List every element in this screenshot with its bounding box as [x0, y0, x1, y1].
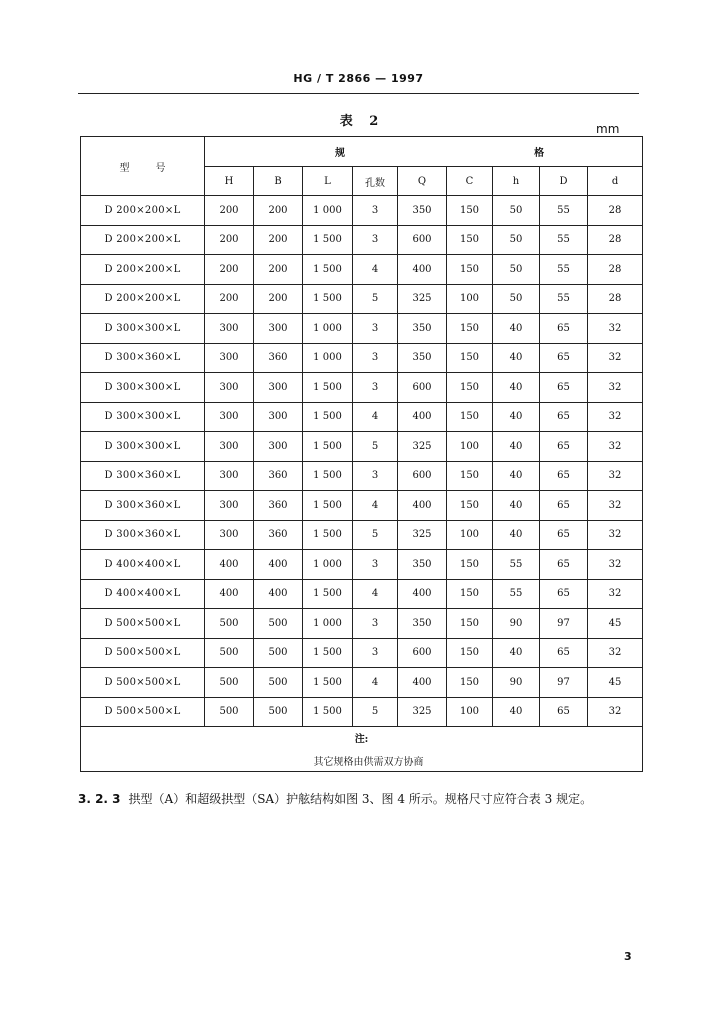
value-cell: 300 [254, 402, 303, 432]
value-cell: 400 [205, 579, 254, 609]
value-cell: 65 [540, 314, 588, 344]
value-cell: 65 [540, 638, 588, 668]
value-cell: 150 [447, 668, 493, 698]
value-cell: 28 [588, 255, 643, 285]
value-cell: 3 [353, 343, 398, 373]
value-cell: 4 [353, 255, 398, 285]
model-cell: D 500×500×L [81, 609, 205, 639]
table-row [81, 579, 643, 609]
value-cell: 500 [254, 697, 303, 727]
value-cell: 1 000 [303, 609, 353, 639]
value-cell: 400 [398, 579, 447, 609]
table-row [81, 491, 643, 521]
value-cell: 300 [205, 373, 254, 403]
table-row [81, 373, 643, 403]
value-cell: 200 [205, 284, 254, 314]
value-cell: 32 [588, 550, 643, 580]
value-cell: 50 [493, 284, 540, 314]
value-cell: 32 [588, 697, 643, 727]
model-cell: D 400×400×L [81, 579, 205, 609]
value-cell: 500 [254, 638, 303, 668]
model-cell: D 300×300×L [81, 314, 205, 344]
value-cell: 50 [493, 225, 540, 255]
value-cell: 3 [353, 609, 398, 639]
value-cell: 65 [540, 432, 588, 462]
value-cell: 1 500 [303, 373, 353, 403]
value-cell: 90 [493, 668, 540, 698]
column-header: h [493, 167, 540, 196]
column-header: d [588, 167, 643, 196]
value-cell: 360 [254, 343, 303, 373]
value-cell: 4 [353, 668, 398, 698]
value-cell: 97 [540, 609, 588, 639]
value-cell: 3 [353, 196, 398, 226]
value-cell: 65 [540, 402, 588, 432]
model-cell: D 200×200×L [81, 255, 205, 285]
value-cell: 65 [540, 579, 588, 609]
value-cell: 300 [205, 520, 254, 550]
column-header: B [254, 167, 303, 196]
value-cell: 55 [540, 284, 588, 314]
value-cell: 1 000 [303, 196, 353, 226]
value-cell: 55 [493, 550, 540, 580]
value-cell: 32 [588, 314, 643, 344]
table-row [81, 461, 643, 491]
value-cell: 1 500 [303, 432, 353, 462]
value-cell: 325 [398, 432, 447, 462]
value-cell: 300 [254, 373, 303, 403]
value-cell: 1 500 [303, 520, 353, 550]
spec-group-header-left: 规 [335, 148, 345, 159]
value-cell: 28 [588, 225, 643, 255]
column-header: Q [398, 167, 447, 196]
value-cell: 400 [398, 668, 447, 698]
model-cell: D 200×200×L [81, 284, 205, 314]
value-cell: 40 [493, 520, 540, 550]
clause-3-2-3 [78, 790, 658, 807]
value-cell: 200 [205, 255, 254, 285]
value-cell: 150 [447, 491, 493, 521]
value-cell: 65 [540, 343, 588, 373]
value-cell: 500 [205, 609, 254, 639]
value-cell: 150 [447, 638, 493, 668]
value-cell: 32 [588, 373, 643, 403]
value-cell: 200 [254, 255, 303, 285]
spec-group-header-right: 格 [534, 148, 545, 159]
value-cell: 40 [493, 697, 540, 727]
column-header: 孔数 [353, 167, 398, 196]
value-cell: 100 [447, 520, 493, 550]
value-cell: 65 [540, 373, 588, 403]
value-cell: 45 [588, 668, 643, 698]
model-cell: D 400×400×L [81, 550, 205, 580]
value-cell: 1 500 [303, 668, 353, 698]
table-row [81, 638, 643, 668]
value-cell: 200 [254, 284, 303, 314]
table-row [81, 609, 643, 639]
value-cell: 5 [353, 432, 398, 462]
table-row [81, 343, 643, 373]
model-cell: D 500×500×L [81, 638, 205, 668]
clause-number: 3. 2. 3 [78, 792, 121, 806]
value-cell: 40 [493, 343, 540, 373]
value-cell: 500 [254, 668, 303, 698]
value-cell: 45 [588, 609, 643, 639]
value-cell: 350 [398, 550, 447, 580]
value-cell: 32 [588, 638, 643, 668]
value-cell: 150 [447, 550, 493, 580]
value-cell: 100 [447, 284, 493, 314]
value-cell: 300 [205, 314, 254, 344]
value-cell: 325 [398, 284, 447, 314]
value-cell: 150 [447, 255, 493, 285]
value-cell: 28 [588, 284, 643, 314]
column-header: H [205, 167, 254, 196]
spec-group-header [205, 137, 643, 167]
note-text: 其它规格由供需双方协商 [313, 757, 424, 768]
value-cell: 32 [588, 343, 643, 373]
note-label: 注: [354, 734, 369, 745]
model-cell: D 300×300×L [81, 373, 205, 403]
value-cell: 100 [447, 432, 493, 462]
value-cell: 500 [205, 668, 254, 698]
value-cell: 97 [540, 668, 588, 698]
value-cell: 300 [205, 343, 254, 373]
table-row [81, 520, 643, 550]
value-cell: 65 [540, 697, 588, 727]
value-cell: 1 500 [303, 402, 353, 432]
value-cell: 325 [398, 697, 447, 727]
header-rule [78, 93, 639, 94]
model-cell: D 200×200×L [81, 196, 205, 226]
table-row [81, 255, 643, 285]
value-cell: 300 [205, 491, 254, 521]
value-cell: 65 [540, 550, 588, 580]
value-cell: 360 [254, 461, 303, 491]
value-cell: 400 [398, 402, 447, 432]
value-cell: 150 [447, 373, 493, 403]
model-cell: D 300×360×L [81, 491, 205, 521]
value-cell: 4 [353, 402, 398, 432]
column-header: C [447, 167, 493, 196]
value-cell: 300 [254, 432, 303, 462]
table-row [81, 196, 643, 226]
value-cell: 5 [353, 520, 398, 550]
table-row [81, 550, 643, 580]
value-cell: 1 500 [303, 697, 353, 727]
value-cell: 28 [588, 196, 643, 226]
value-cell: 90 [493, 609, 540, 639]
value-cell: 200 [254, 225, 303, 255]
value-cell: 150 [447, 579, 493, 609]
value-cell: 1 500 [303, 255, 353, 285]
value-cell: 32 [588, 461, 643, 491]
value-cell: 5 [353, 284, 398, 314]
table-row [81, 284, 643, 314]
value-cell: 55 [493, 579, 540, 609]
model-cell: D 300×360×L [81, 461, 205, 491]
note-row [81, 727, 643, 772]
value-cell: 325 [398, 520, 447, 550]
value-cell: 350 [398, 609, 447, 639]
page-number: 3 [624, 950, 632, 963]
value-cell: 150 [447, 343, 493, 373]
value-cell: 55 [540, 225, 588, 255]
value-cell: 4 [353, 579, 398, 609]
value-cell: 600 [398, 225, 447, 255]
document-header: HG / T 2866 — 1997 [293, 72, 424, 85]
model-cell: D 500×500×L [81, 697, 205, 727]
value-cell: 200 [205, 196, 254, 226]
value-cell: 1 500 [303, 284, 353, 314]
value-cell: 3 [353, 638, 398, 668]
value-cell: 200 [205, 225, 254, 255]
table-row [81, 402, 643, 432]
value-cell: 400 [398, 491, 447, 521]
value-cell: 1 500 [303, 225, 353, 255]
value-cell: 600 [398, 373, 447, 403]
value-cell: 500 [254, 609, 303, 639]
table-row [81, 697, 643, 727]
value-cell: 350 [398, 314, 447, 344]
table-row [81, 668, 643, 698]
note-cell [81, 727, 643, 772]
value-cell: 40 [493, 432, 540, 462]
value-cell: 3 [353, 461, 398, 491]
value-cell: 300 [205, 402, 254, 432]
value-cell: 200 [254, 196, 303, 226]
model-cell: D 500×500×L [81, 668, 205, 698]
value-cell: 65 [540, 461, 588, 491]
value-cell: 300 [254, 314, 303, 344]
spec-table [80, 136, 643, 772]
table-title: 表 2 [339, 114, 385, 129]
value-cell: 40 [493, 402, 540, 432]
value-cell: 40 [493, 491, 540, 521]
value-cell: 150 [447, 225, 493, 255]
value-cell: 360 [254, 520, 303, 550]
value-cell: 400 [205, 550, 254, 580]
value-cell: 500 [205, 638, 254, 668]
value-cell: 32 [588, 402, 643, 432]
value-cell: 150 [447, 314, 493, 344]
value-cell: 1 500 [303, 491, 353, 521]
unit-label: mm [596, 122, 620, 136]
value-cell: 600 [398, 638, 447, 668]
value-cell: 400 [254, 579, 303, 609]
value-cell: 4 [353, 491, 398, 521]
value-cell: 300 [205, 461, 254, 491]
model-cell: D 300×360×L [81, 520, 205, 550]
value-cell: 400 [254, 550, 303, 580]
value-cell: 350 [398, 343, 447, 373]
value-cell: 1 000 [303, 343, 353, 373]
value-cell: 1 500 [303, 638, 353, 668]
value-cell: 150 [447, 609, 493, 639]
value-cell: 350 [398, 196, 447, 226]
value-cell: 5 [353, 697, 398, 727]
table-row [81, 225, 643, 255]
value-cell: 3 [353, 373, 398, 403]
value-cell: 3 [353, 314, 398, 344]
value-cell: 40 [493, 314, 540, 344]
value-cell: 50 [493, 255, 540, 285]
value-cell: 400 [398, 255, 447, 285]
value-cell: 500 [205, 697, 254, 727]
value-cell: 150 [447, 196, 493, 226]
value-cell: 65 [540, 491, 588, 521]
model-cell: D 300×300×L [81, 402, 205, 432]
value-cell: 65 [540, 520, 588, 550]
model-cell: D 300×300×L [81, 432, 205, 462]
value-cell: 50 [493, 196, 540, 226]
column-header: L [303, 167, 353, 196]
model-cell: D 300×360×L [81, 343, 205, 373]
model-header: 型号 [81, 137, 205, 196]
value-cell: 100 [447, 697, 493, 727]
value-cell: 40 [493, 373, 540, 403]
value-cell: 40 [493, 461, 540, 491]
value-cell: 1 500 [303, 579, 353, 609]
value-cell: 40 [493, 638, 540, 668]
value-cell: 3 [353, 225, 398, 255]
table-row [81, 432, 643, 462]
value-cell: 300 [205, 432, 254, 462]
value-cell: 1 000 [303, 314, 353, 344]
value-cell: 32 [588, 520, 643, 550]
value-cell: 32 [588, 491, 643, 521]
value-cell: 150 [447, 402, 493, 432]
value-cell: 32 [588, 432, 643, 462]
value-cell: 32 [588, 579, 643, 609]
value-cell: 55 [540, 196, 588, 226]
value-cell: 1 500 [303, 461, 353, 491]
clause-text: 拱型（A）和超级拱型（SA）护舷结构如图 3、图 4 所示。规格尺寸应符合表 3 规定。 [128, 792, 593, 806]
table-row [81, 314, 643, 344]
value-cell: 55 [540, 255, 588, 285]
value-cell: 360 [254, 491, 303, 521]
value-cell: 150 [447, 461, 493, 491]
value-cell: 600 [398, 461, 447, 491]
model-cell: D 200×200×L [81, 225, 205, 255]
column-header: D [540, 167, 588, 196]
value-cell: 3 [353, 550, 398, 580]
value-cell: 1 000 [303, 550, 353, 580]
